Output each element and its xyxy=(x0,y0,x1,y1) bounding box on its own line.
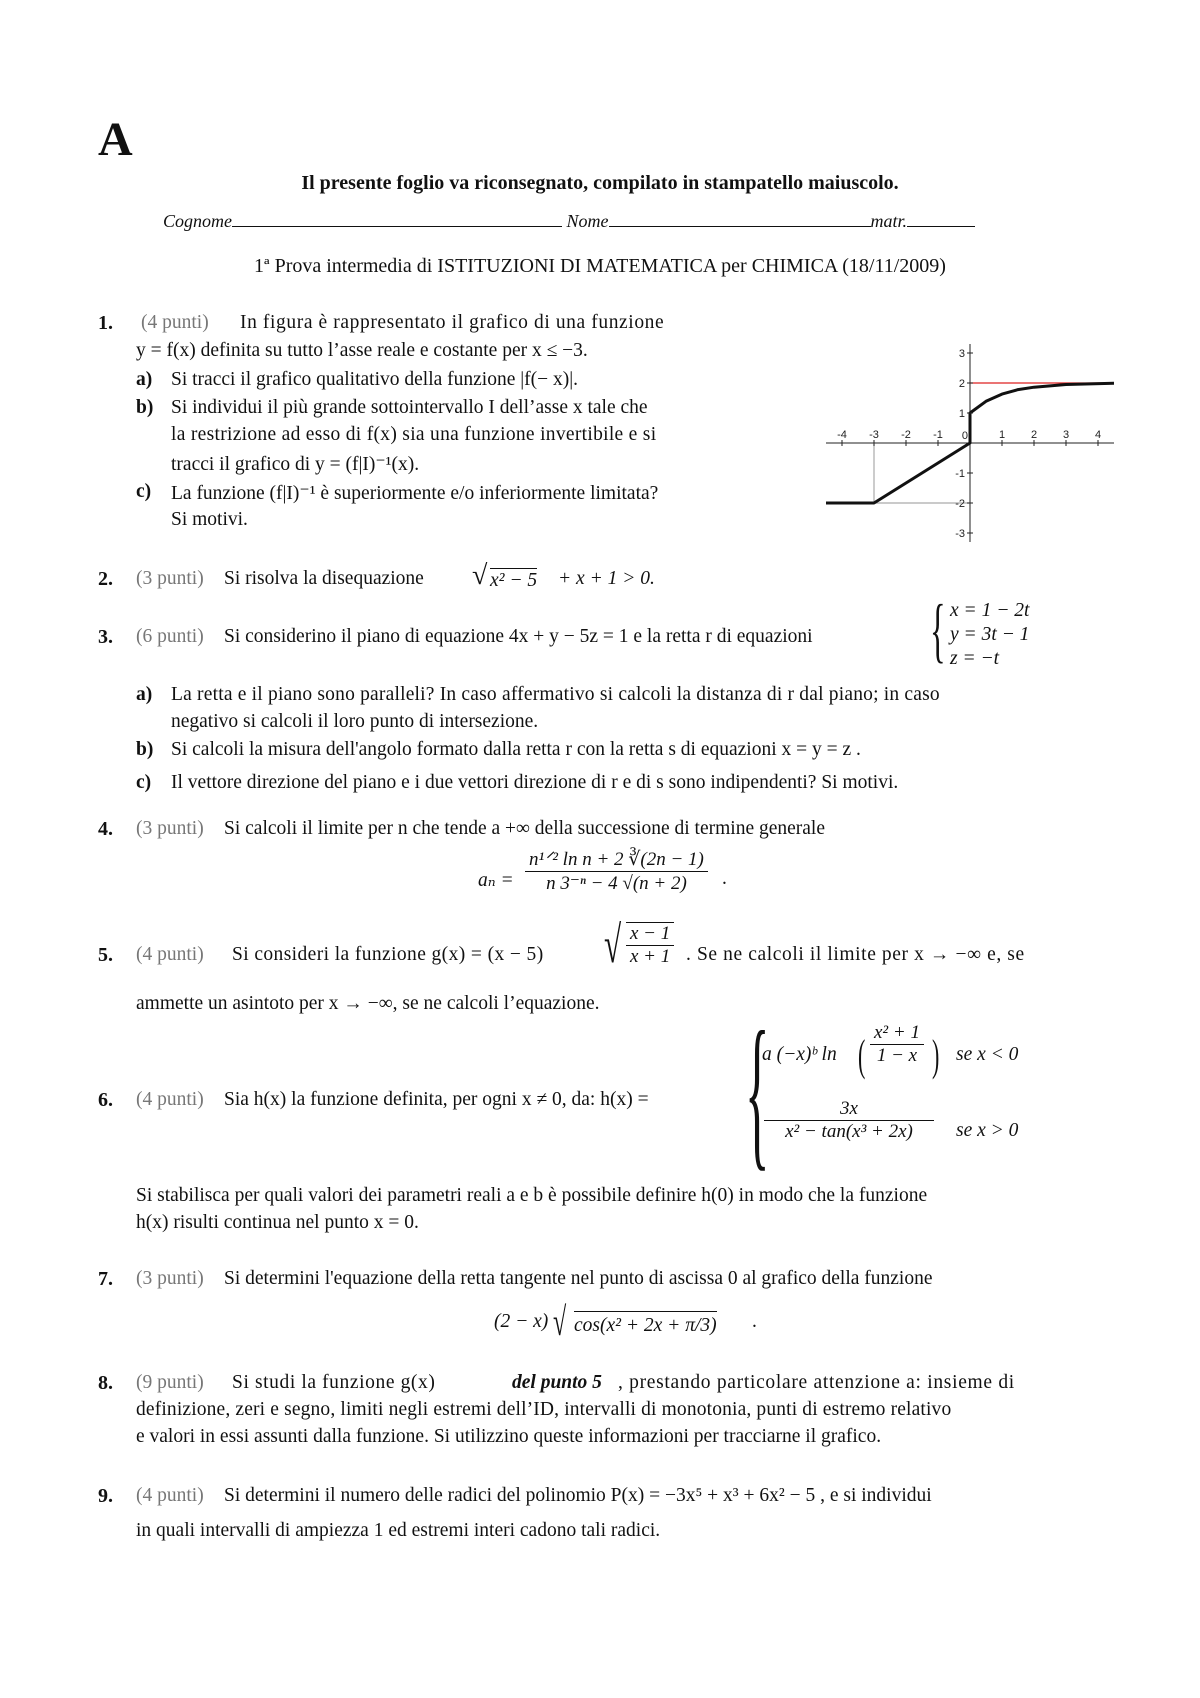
q7-formula-radicand: cos(x² + 2x + π/3) xyxy=(574,1311,717,1337)
q5-text-after: . Se ne calcoli il limite per x → −∞ e, se xyxy=(686,944,1025,965)
q1-b-line1: Si individui il più grande sottointervallo I dell’asse x tale che xyxy=(171,397,648,418)
q6-case2-num: 3x xyxy=(764,1098,934,1121)
y-tick-label: -2 xyxy=(955,498,965,510)
q6-line2: Si stabilisca per quali valori dei parametri reali a e b è possibile definire h(0) in modo che la funzione xyxy=(136,1185,928,1206)
cognome-field[interactable] xyxy=(232,210,562,227)
q3-c-label: c) xyxy=(136,772,152,793)
q3-a-line1: La retta e il piano sono paralleli? In caso affermativo si calcoli la distanza di r dal piano; in caso xyxy=(171,684,940,705)
q6-case2-den: x² − tan(x³ + 2x) xyxy=(785,1121,913,1142)
question-points: (4 punti) xyxy=(136,1089,204,1110)
q6-case2-cond: se x > 0 xyxy=(956,1120,1019,1141)
q1-b-label: b) xyxy=(136,397,154,418)
q6-case2-fraction xyxy=(764,1098,934,1143)
x-tick-label: 1 xyxy=(998,429,1006,441)
q2-radicand: x² − 5 xyxy=(490,570,538,591)
q6-case1-prefix: a (−x)ᵇ ln xyxy=(762,1044,837,1065)
q3-b-text: Si calcoli la misura dell'angolo formato dalla retta r con la retta s di equazioni x = y = z . xyxy=(171,739,861,760)
paren-right: ) xyxy=(932,1031,940,1080)
q4-text: Si calcoli il limite per n che tende a +∞ della successione di termine generale xyxy=(224,818,826,839)
y-tick-label: -1 xyxy=(955,468,965,480)
q1-line2: y = f(x) definita su tutto l’asse reale e costante per x ≤ −3. xyxy=(136,340,588,361)
q5-frac-num: x − 1 xyxy=(626,923,674,946)
version-letter: A xyxy=(98,113,133,166)
q8-line3: e valori in essi assunti dalla funzione. Si utilizzino queste informazioni per tracciarne il grafico. xyxy=(136,1426,882,1447)
sqrt-sign: √ xyxy=(553,1299,567,1344)
q5-fraction xyxy=(626,922,674,968)
x-tick-label: 3 xyxy=(1062,429,1070,441)
y-tick-label: -3 xyxy=(955,528,965,540)
y-tick-label: 3 xyxy=(958,348,965,360)
question-number: 7. xyxy=(98,1268,113,1290)
q1-b-line2: la restrizione ad esso di f(x) sia una funzione invertibile e si xyxy=(171,424,657,445)
q3-c-text: Il vettore direzione del piano e i due vettori direzione di r e di s sono indipendenti? Si motivi. xyxy=(171,772,899,793)
sqrt-sign: √ xyxy=(472,560,488,591)
q5-line2: ammette un asintoto per x → −∞, se ne calcoli l’equazione. xyxy=(136,993,600,1014)
q6-case1-den: 1 − x xyxy=(876,1045,918,1066)
origin-label: 0 xyxy=(961,430,968,442)
q4-numerator: n¹ᐟ² ln n + 2 ∛(2n − 1) xyxy=(525,848,708,872)
question-number: 4. xyxy=(98,818,113,840)
system-brace: { xyxy=(930,590,946,670)
exam-title: 1ª Prova intermedia di ISTITUZIONI DI MATEMATICA per CHIMICA (18/11/2009) xyxy=(254,255,946,277)
q8-text-after: , prestando particolare attenzione a: insieme di xyxy=(618,1372,1015,1393)
question-number: 2. xyxy=(98,568,113,590)
question-points: (3 punti) xyxy=(136,568,204,589)
q1-a-text: Si tracci il grafico qualitativo della funzione |f(− x)|. xyxy=(171,369,579,390)
q1-b-line3: tracci il grafico di y = (f|I)⁻¹(x). xyxy=(171,454,420,475)
q6-case1-num: x² + 1 xyxy=(870,1022,924,1045)
question-points: (9 punti) xyxy=(136,1372,204,1393)
q8-line2: definizione, zeri e segno, limiti negli estremi dell’ID, intervalli di monotonia, punti di estremo relativo xyxy=(136,1399,952,1420)
x-tick-label: -4 xyxy=(837,429,847,441)
nome-field[interactable] xyxy=(609,210,871,227)
y-tick-label: 1 xyxy=(958,408,965,420)
piecewise-brace: { xyxy=(745,997,770,1185)
question-points: (3 punti) xyxy=(136,1268,204,1289)
nome-label: Nome xyxy=(566,211,609,231)
question-points: (6 punti) xyxy=(136,626,204,647)
q3-eq2: y = 3t − 1 xyxy=(950,624,1030,645)
x-tick-label: 4 xyxy=(1094,429,1102,441)
x-tick-label: 2 xyxy=(1030,429,1038,441)
sqrt-sign: √ xyxy=(604,917,622,974)
instruction-text: Il presente foglio va riconsegnato, compilato in stampatello maiuscolo. xyxy=(301,172,899,194)
q8-text-before: Si studi la funzione g(x) xyxy=(232,1372,436,1393)
y-tick-label: 2 xyxy=(958,378,965,390)
q9-line2: in quali intervalli di ampiezza 1 ed estremi interi cadono tali radici. xyxy=(136,1520,661,1541)
function-graph xyxy=(820,328,1120,558)
question-number: 8. xyxy=(98,1372,113,1394)
x-tick-label: -1 xyxy=(933,429,943,441)
q3-a-line2: negativo si calcoli il loro punto di intersezione. xyxy=(171,711,539,732)
q4-denominator: n 3⁻ⁿ − 4 √(n + 2) xyxy=(546,873,687,894)
question-number: 5. xyxy=(98,944,113,966)
question-number: 6. xyxy=(98,1089,113,1111)
matr-label: matr. xyxy=(870,211,908,231)
question-number: 3. xyxy=(98,626,113,648)
q2-text: Si risolva la disequazione xyxy=(224,568,424,589)
x-tick-label: -3 xyxy=(869,429,879,441)
q8-bold: del punto 5 xyxy=(512,1372,602,1393)
q2-rest: + x + 1 > 0. xyxy=(558,568,655,589)
paren-left: ( xyxy=(858,1031,866,1080)
question-points: (3 punti) xyxy=(136,818,204,839)
question-number: 1. xyxy=(98,312,113,334)
q1-line1: In figura è rappresentato il grafico di una funzione xyxy=(240,312,665,333)
q1-c-line2: Si motivi. xyxy=(171,509,248,530)
q3-text: Si considerino il piano di equazione 4x + y − 5z = 1 e la retta r di equazioni xyxy=(224,626,813,647)
question-number: 9. xyxy=(98,1485,113,1507)
q1-c-label: c) xyxy=(136,481,152,502)
q9-text: Si determini il numero delle radici del polinomio P(x) = −3x⁵ + x³ + 6x² − 5 , e si individui xyxy=(224,1485,932,1506)
q6-text: Sia h(x) la funzione definita, per ogni x ≠ 0, da: h(x) = xyxy=(224,1089,649,1110)
q1-c-line1: La funzione (f|I)⁻¹ è superiormente e/o inferiormente limitata? xyxy=(171,483,659,504)
q4-lhs: aₙ = xyxy=(478,870,514,891)
q3-b-label: b) xyxy=(136,739,154,760)
q4-fraction xyxy=(525,848,708,895)
x-tick-label: -2 xyxy=(901,429,911,441)
question-points: (4 punti) xyxy=(141,312,209,333)
cognome-label: Cognome xyxy=(163,211,232,231)
q5-frac-den: x + 1 xyxy=(630,946,671,967)
q3-eq3: z = −t xyxy=(950,648,1000,669)
q3-eq1: x = 1 − 2t xyxy=(950,600,1030,621)
q6-case1-fraction xyxy=(870,1022,924,1067)
student-info-row xyxy=(163,210,975,232)
q7-formula-end: . xyxy=(752,1311,757,1332)
q7-formula-prefix: (2 − x) xyxy=(494,1311,549,1332)
q4-period: . xyxy=(722,868,727,889)
q1-a-label: a) xyxy=(136,369,153,390)
q6-line3: h(x) risulti continua nel punto x = 0. xyxy=(136,1212,419,1233)
question-points: (4 punti) xyxy=(136,944,204,965)
question-points: (4 punti) xyxy=(136,1485,204,1506)
q3-a-label: a) xyxy=(136,684,153,705)
matr-field[interactable] xyxy=(907,210,975,227)
q6-case1-cond: se x < 0 xyxy=(956,1044,1019,1065)
q7-text: Si determini l'equazione della retta tangente nel punto di ascissa 0 al grafico della funzione xyxy=(224,1268,933,1289)
q5-text: Si consideri la funzione g(x) = (x − 5) xyxy=(232,944,544,965)
